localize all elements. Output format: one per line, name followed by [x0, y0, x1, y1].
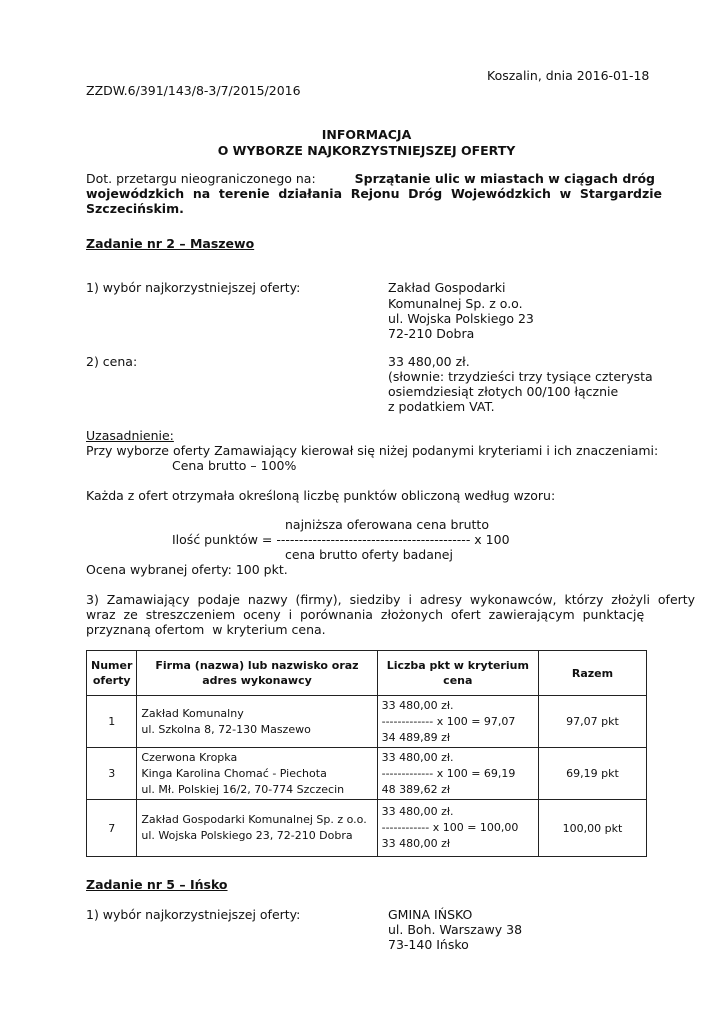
calc-line: 33 480,00 zł — [381, 837, 450, 850]
table-header-row — [87, 651, 647, 696]
calc-line: 34 489,89 zł — [381, 730, 450, 744]
task2-choice-line: Zakład Gospodarki — [388, 280, 506, 295]
firm-line: Zakład Komunalny — [141, 706, 244, 720]
firm-line: Zakład Gospodarki Komunalnej Sp. z o.o. — [141, 813, 367, 826]
reference-number: ZZDW.6/391/143/8-3/7/2015/2016 — [86, 83, 301, 98]
task2-price-line: 33 480,00 zł. — [388, 354, 470, 369]
offer-number: 1 — [87, 696, 137, 748]
paragraph3-line1: 3) Zamawiający podaje nazwy (firmy), siedziby i adresy wykonawców, którzy złożyli oferty — [86, 592, 696, 607]
task5-choice-line: ul. Boh. Warszawy 38 — [388, 922, 523, 937]
offer-calculation — [377, 800, 538, 857]
document-subtitle: O WYBORZE NAJKORZYSTNIEJSZEJ OFERTY — [217, 143, 516, 158]
offer-firm — [137, 800, 377, 857]
place-date: Koszalin, dnia 2016-01-18 — [487, 68, 650, 83]
firm-line: ul. Mł. Polskiej 16/2, 70-774 Szczecin — [141, 782, 345, 796]
criterion-text: Cena brutto – 100% — [172, 458, 297, 473]
justification-heading: Uzasadnienie: — [86, 428, 174, 443]
offer-total: 69,19 pkt — [539, 748, 647, 800]
calc-line: ------------- x 100 = 97,07 — [381, 714, 516, 728]
firm-line: ul. Wojska Polskiego 23, 72-210 Dobra — [141, 829, 353, 842]
table-row — [87, 696, 647, 748]
task2-choice-line: Komunalnej Sp. z o.o. — [388, 296, 523, 311]
task2-price-line: osiemdziesiąt złotych 00/100 łącznie — [388, 384, 619, 399]
task2-price-label: 2) cena: — [86, 354, 138, 369]
subject-bold-part2: wojewódzkich na terenie działania Rejonu Dróg Wojewódzkich w Stargardzie — [86, 186, 662, 201]
task2-choice-line: 72-210 Dobra — [388, 326, 475, 341]
subject-bold-part1: Sprzątanie ulic w miastach w ciągach dróg — [354, 171, 655, 186]
offer-total: 100,00 pkt — [539, 800, 647, 857]
calc-line: 33 480,00 zł. — [381, 805, 454, 818]
header-total: Razem — [539, 651, 647, 696]
table-row — [87, 748, 647, 800]
paragraph3-line3: przyznaną ofertom w kryterium cena. — [86, 622, 326, 637]
offer-total: 97,07 pkt — [539, 696, 647, 748]
calc-line: 33 480,00 zł. — [381, 698, 454, 712]
offer-calculation — [377, 748, 538, 800]
formula-main: Ilość punktów = ------------------------------------------- x 100 — [172, 532, 510, 547]
task2-choice-line: ul. Wojska Polskiego 23 — [388, 311, 534, 326]
justification-text: Przy wyborze oferty Zamawiający kierował się niżej podanymi kryteriami i ich znaczeniami: — [86, 443, 659, 458]
subject-bold-part3: Szczecińskim. — [86, 201, 184, 216]
selected-score: Ocena wybranej oferty: 100 pkt. — [86, 562, 288, 577]
document-title: INFORMACJA — [321, 127, 412, 142]
formula-numerator: najniższa oferowana cena brutto — [285, 517, 489, 532]
calc-line: ------------ x 100 = 100,00 — [381, 821, 519, 834]
header-points: Liczba pkt w kryterium cena — [377, 651, 538, 696]
calc-line: 33 480,00 zł. — [381, 750, 454, 764]
firm-line: Kinga Karolina Chomać - Piechota — [141, 766, 327, 780]
header-firm: Firma (nazwa) lub nazwisko oraz adres wykonawcy — [137, 651, 377, 696]
calc-line: 48 389,62 zł — [381, 782, 450, 796]
task5-choice-line: GMINA IŃSKO — [388, 907, 473, 922]
task2-choice-label: 1) wybór najkorzystniejszej oferty: — [86, 280, 301, 295]
task2-price-line: (słownie: trzydzieści trzy tysiące czterysta — [388, 369, 653, 384]
task5-heading: Zadanie nr 5 – Ińsko — [86, 877, 228, 892]
results-table — [86, 650, 647, 857]
subject-line1 — [86, 171, 655, 186]
task5-choice-line: 73-140 Ińsko — [388, 937, 469, 952]
offer-calculation — [377, 696, 538, 748]
formula-denominator: cena brutto oferty badanej — [285, 547, 453, 562]
task2-price-line: z podatkiem VAT. — [388, 399, 495, 414]
paragraph3-line2: wraz ze streszczeniem oceny i porównania złożonych ofert zawierającym punktację — [86, 607, 645, 622]
header-offer-number: Numer oferty — [87, 651, 137, 696]
offer-number: 3 — [87, 748, 137, 800]
calc-line: ------------- x 100 = 69,19 — [381, 766, 516, 780]
table-row — [87, 800, 647, 857]
firm-line: ul. Szkolna 8, 72-130 Maszewo — [141, 722, 311, 736]
task5-choice-label: 1) wybór najkorzystniejszej oferty: — [86, 907, 301, 922]
subject-prefix: Dot. przetargu nieograniczonego na: — [86, 171, 316, 186]
offer-number: 7 — [87, 800, 137, 857]
points-intro: Każda z ofert otrzymała określoną liczbę punktów obliczoną według wzoru: — [86, 488, 556, 503]
firm-line: Czerwona Kropka — [141, 750, 238, 764]
task2-heading: Zadanie nr 2 – Maszewo — [86, 236, 255, 251]
offer-firm — [137, 748, 377, 800]
offer-firm — [137, 696, 377, 748]
